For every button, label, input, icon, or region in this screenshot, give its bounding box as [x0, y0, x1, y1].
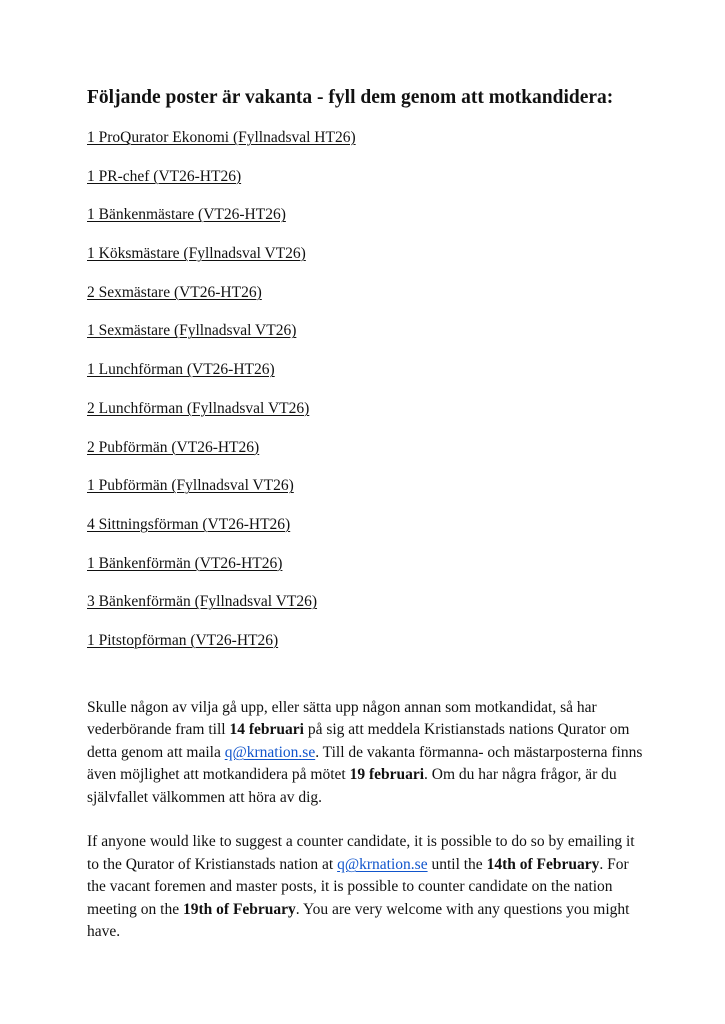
post-item: 1 Bänkenmästare (VT26-HT26)	[87, 206, 286, 224]
post-item: 1 Sexmästare (Fyllnadsval VT26)	[87, 322, 297, 340]
vacancies-heading: Följande poster är vakanta - fyll dem genom att motkandidera:	[87, 87, 614, 108]
deadline-date-sv: 14 februari	[229, 721, 304, 739]
post-item: 2 Pubförmän (VT26-HT26)	[87, 438, 260, 456]
post-item: 1 ProQurator Ekonomi (Fyllnadsval HT26)	[87, 129, 356, 146]
swedish-paragraph: Skulle någon av vilja gå upp, eller sätta upp någon annan som motkandidat, så har vederbörande fram till 14 februari på sig att meddela Kristianstads nations Qurator om detta genom att maila q@krnation.se. Till de vakanta förmanna- och mästarposterna finns även möjlighet att motkandidera på mötet 19 februari. Om du har några frågor, är du självfallet välkommen att höra av dig.	[87, 698, 643, 806]
post-item: 1 PR-chef (VT26-HT26)	[87, 167, 242, 185]
post-item: 2 Sexmästare (VT26-HT26)	[87, 283, 262, 301]
email-link[interactable]: q@krnation.se	[224, 743, 316, 761]
document-page	[87, 86, 647, 944]
post-item: 4 Sittningsförman (VT26-HT26)	[87, 515, 291, 533]
english-paragraph: If anyone would like to suggest a counter candidate, it is possible to do so by emailing it to the Qurator of Kristianstads nation at q@krnation.se until the 14th of February. For the vacant foremen and master posts, it is possible to counter candidate on the nation meeting on the 19th of February. You are very welcome with any questions you might have.	[87, 833, 635, 941]
post-item: 1 Pubförmän (Fyllnadsval VT26)	[87, 477, 294, 495]
post-item: 1 Pitstopförman (VT26-HT26)	[87, 631, 279, 649]
email-link[interactable]: q@krnation.se	[337, 855, 428, 873]
meeting-date-en: 19th of February	[183, 900, 296, 918]
post-item: 1 Köksmästare (Fyllnadsval VT26)	[87, 245, 306, 263]
post-item: 2 Lunchförman (Fyllnadsval VT26)	[87, 399, 310, 417]
post-item: 1 Lunchförman (VT26-HT26)	[87, 361, 275, 379]
post-item: 1 Bänkenförmän (VT26-HT26)	[87, 554, 283, 572]
deadline-date-en: 14th of February	[486, 855, 600, 873]
vacant-posts-list	[87, 128, 647, 651]
meeting-date-sv: 19 februari	[349, 766, 425, 784]
post-item: 3 Bänkenförmän (Fyllnadsval VT26)	[87, 593, 318, 611]
